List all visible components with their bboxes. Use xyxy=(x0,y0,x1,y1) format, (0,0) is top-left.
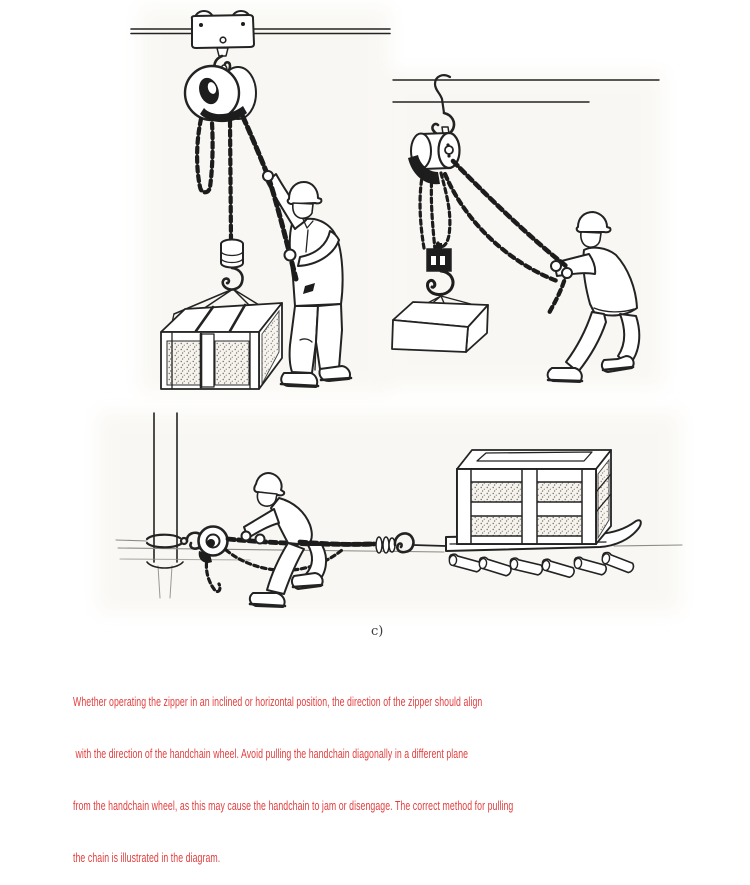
worker-hand xyxy=(256,535,265,544)
chain-hoist-block xyxy=(185,65,256,122)
worker-head xyxy=(293,203,313,218)
load-chain xyxy=(230,121,231,240)
illustration-trolley-vertical-pull xyxy=(131,8,390,393)
worker-hand xyxy=(551,261,561,271)
crate xyxy=(392,302,488,352)
worker-hand xyxy=(562,268,572,278)
caption-line: from the handchain wheel, as this may cause the handchain to jam or disengage. The correct method for pulling xyxy=(73,799,514,814)
caption-line: Whether operating the zipper in an inclined or horizontal position, the direction of the zipper should align xyxy=(73,694,483,709)
crate xyxy=(161,303,282,389)
illustration-horizontal-pull xyxy=(98,412,682,612)
worker-hand xyxy=(263,171,273,181)
crate xyxy=(457,450,611,544)
caption-line: with the direction of the handchain wheel. Avoid pulling the handchain diagonally in a different plane xyxy=(73,747,469,762)
figure-label: c) xyxy=(371,624,384,639)
caption xyxy=(73,659,703,885)
caption-line: the chain is illustrated in the diagram. xyxy=(73,851,221,866)
worker-head xyxy=(257,492,277,506)
worker-hand xyxy=(285,250,296,261)
worker-head xyxy=(581,232,601,247)
worker-hand xyxy=(242,532,251,541)
illustration-hook-inclined-pull xyxy=(385,72,663,387)
worker-leg xyxy=(316,304,342,369)
pulled-hand-chain-front xyxy=(300,542,374,544)
